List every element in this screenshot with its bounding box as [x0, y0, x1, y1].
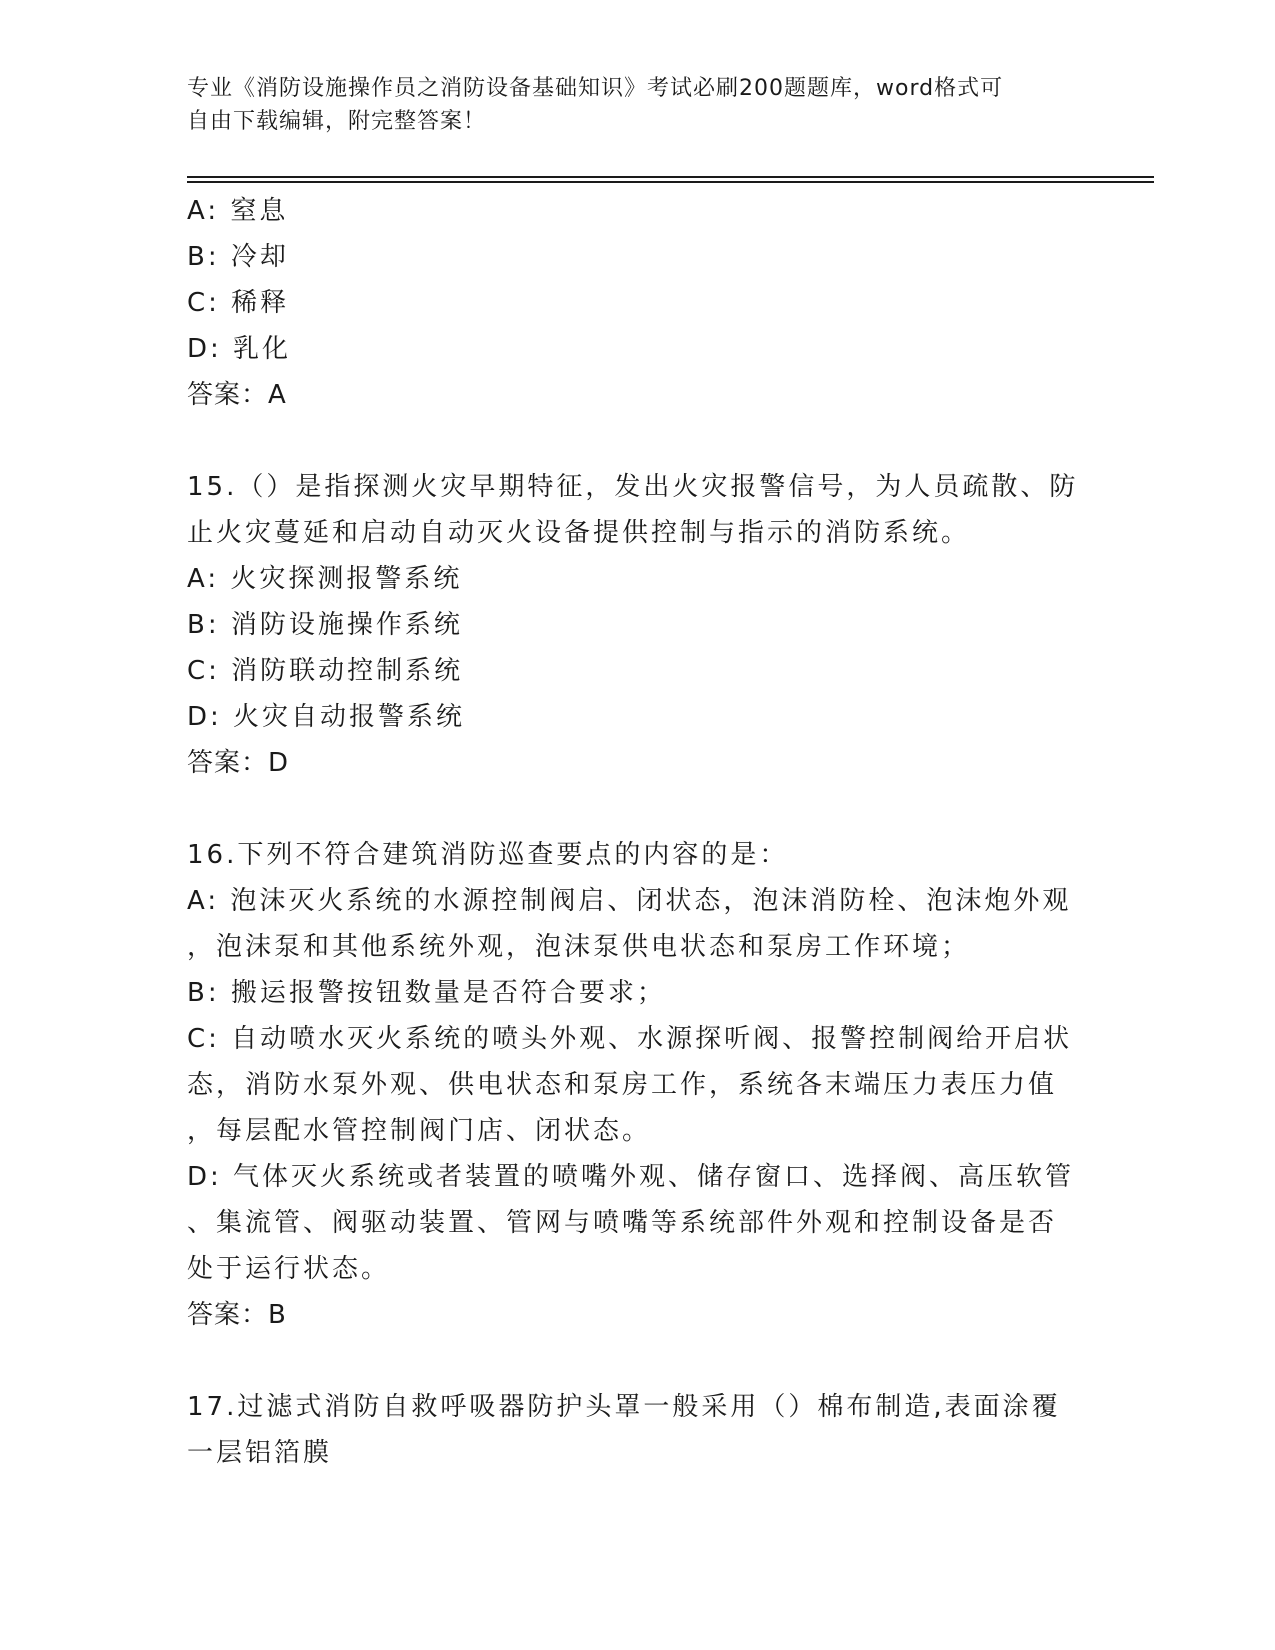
option-d: D: 气体灭火系统或者装置的喷嘴外观、储存窗口、选择阀、高压软管 [187, 1162, 1075, 1192]
option-b: B: 冷却 [187, 242, 289, 272]
header-divider-bottom [187, 181, 1154, 183]
question-stem-line: 止火灾蔓延和启动自动灭火设备提供控制与指示的消防系统。 [187, 518, 971, 548]
option-c-continued: 态，消防水泵外观、供电状态和泵房工作，系统各末端压力表压力值 [187, 1070, 1058, 1100]
question-17 [187, 1384, 1087, 1476]
answer-line: 答案：A [187, 380, 287, 410]
option-d-continued: 、集流管、阀驱动装置、管网与喷嘴等系统部件外观和控制设备是否 [187, 1208, 1058, 1238]
question-stem-line: 一层铝箔膜 [187, 1438, 333, 1468]
header-title-line-2: 自由下载编辑，附完整答案！ [187, 109, 487, 134]
option-d: D: 乳化 [187, 334, 292, 364]
option-b: B: 消防设施操作系统 [187, 610, 463, 640]
option-d-continued: 处于运行状态。 [187, 1254, 391, 1284]
option-a: A: 火灾探测报警系统 [187, 564, 463, 594]
question-stem-line: 15.（）是指探测火灾早期特征，发出火灾报警信号，为人员疏散、防 [187, 472, 1079, 502]
header-divider-top [187, 176, 1154, 178]
spacer [187, 418, 1087, 464]
option-c: C: 稀释 [187, 288, 290, 318]
answer-line: 答案：D [187, 748, 290, 778]
spacer [187, 786, 1087, 832]
question-stem-line: 16.下列不符合建筑消防巡查要点的内容的是： [187, 840, 789, 870]
question-stem-line: 17.过滤式消防自救呼吸器防护头罩一般采用（）棉布制造,表面涂覆 [187, 1392, 1061, 1422]
spacer [187, 1338, 1087, 1384]
option-a: A: 窒息 [187, 196, 289, 226]
answer-line: 答案：B [187, 1300, 287, 1330]
option-d: D: 火灾自动报警系统 [187, 702, 466, 732]
option-c: C: 自动喷水灭火系统的喷头外观、水源探听阀、报警控制阀给开启状 [187, 1024, 1073, 1054]
question-14 [187, 188, 1087, 418]
option-a-continued: ，泡沫泵和其他系统外观，泡沫泵供电状态和泵房工作环境； [187, 932, 971, 962]
question-15 [187, 464, 1087, 786]
option-a: A: 泡沫灭火系统的水源控制阀启、闭状态，泡沫消防栓、泡沫炮外观 [187, 886, 1072, 916]
header-title-line-1: 专业《消防设施操作员之消防设备基础知识》考试必刷200题题库，word格式可 [187, 76, 1004, 101]
question-content [187, 188, 1087, 1476]
question-16 [187, 832, 1087, 1338]
document-header [187, 72, 1067, 138]
option-c-continued: ，每层配水管控制阀门店、闭状态。 [187, 1116, 652, 1146]
option-b: B: 搬运报警按钮数量是否符合要求； [187, 978, 666, 1008]
option-c: C: 消防联动控制系统 [187, 656, 464, 686]
